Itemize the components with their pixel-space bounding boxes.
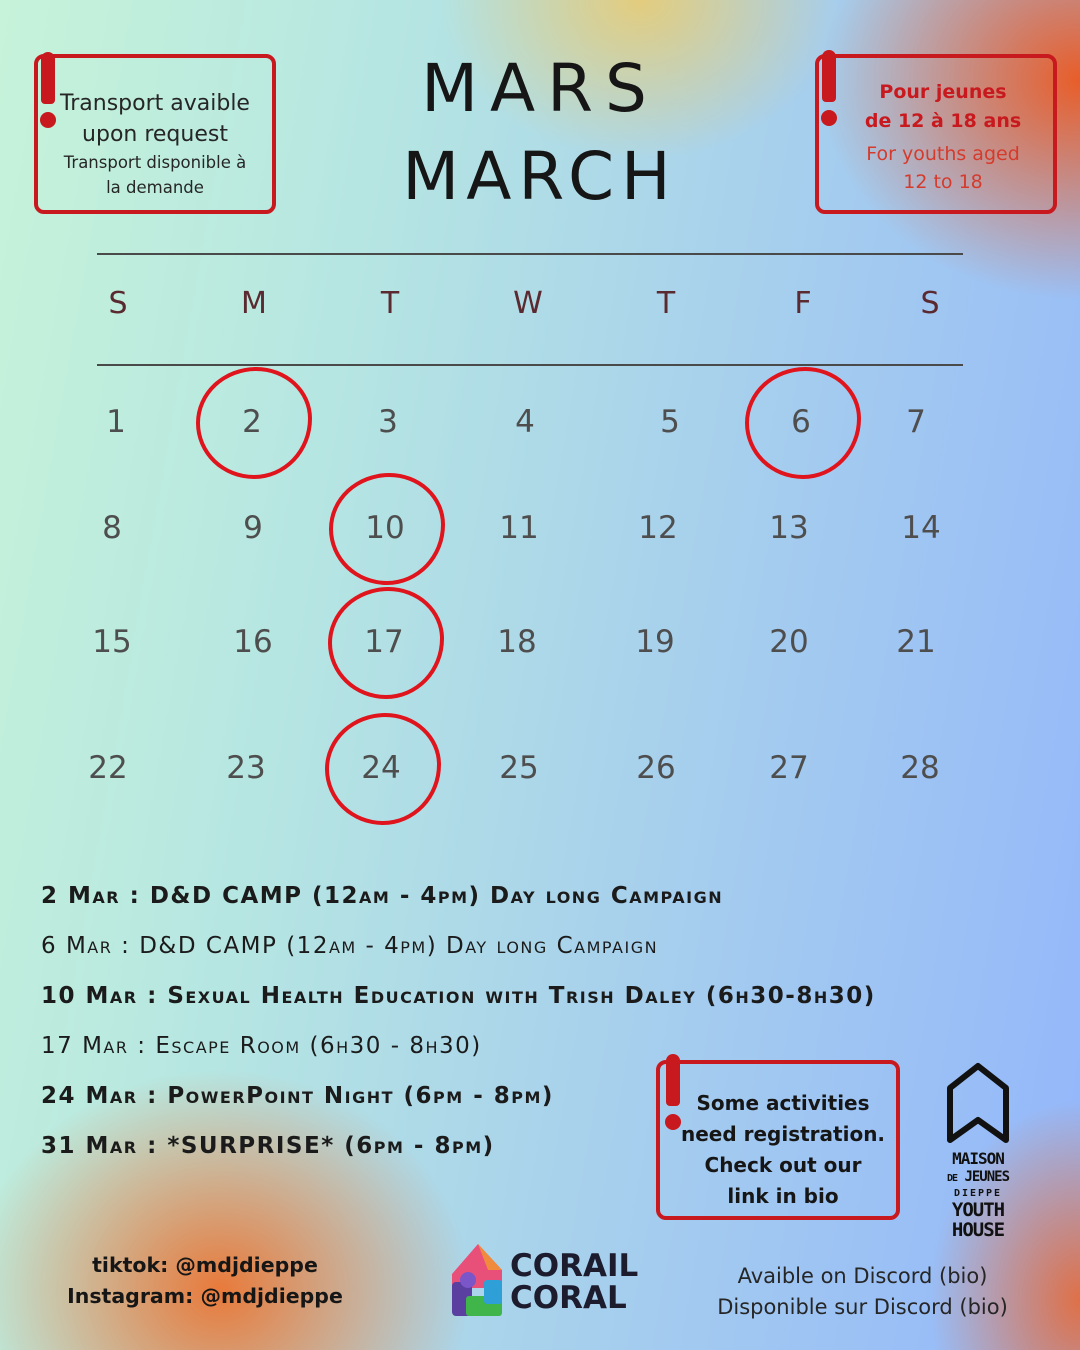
registration-notice xyxy=(656,1060,900,1220)
logo-line-de: DE xyxy=(946,1173,958,1184)
calendar-day: 21 xyxy=(896,624,936,660)
weekday-label: T xyxy=(380,286,400,321)
calendar-day: 7 xyxy=(906,404,926,440)
age-fr-line2: de 12 à 18 ans xyxy=(864,110,1022,132)
calendar-day: 20 xyxy=(769,624,809,660)
registration-line1: Some activities xyxy=(696,1091,870,1115)
transport-fr-line2: la demande xyxy=(106,178,204,197)
weekday-label: W xyxy=(513,286,543,321)
logo-line-maison: MAISON xyxy=(952,1149,1004,1168)
exclamation-icon xyxy=(38,52,58,132)
tiktok-handle: tiktok: @mdjdieppe xyxy=(92,1253,318,1277)
calendar-day: 27 xyxy=(769,750,809,786)
discord-info xyxy=(690,1261,1035,1323)
transport-fr-line1: Transport disponible à xyxy=(63,153,247,172)
weekday-label: S xyxy=(920,286,940,321)
colorful-house-icon xyxy=(448,1240,508,1320)
age-en-line2: 12 to 18 xyxy=(903,171,983,193)
logo-line-youth: YOUTH xyxy=(951,1199,1005,1221)
discord-fr: Disponible sur Discord (bio) xyxy=(717,1295,1008,1319)
calendar-day: 14 xyxy=(901,510,941,546)
exclamation-icon xyxy=(819,50,839,130)
calendar-day: 26 xyxy=(636,750,676,786)
calendar-day: 13 xyxy=(769,510,809,546)
calendar-day: 15 xyxy=(92,624,132,660)
calendar-day: 8 xyxy=(102,510,122,546)
social-handles xyxy=(40,1250,370,1312)
calendar-day: 24 xyxy=(361,750,401,786)
calendar-day: 16 xyxy=(233,624,273,660)
event-item: 17 Mar : Escape Room (6h30 - 8h30) xyxy=(41,1033,482,1059)
weekday-label: S xyxy=(108,286,128,321)
coral-logo-line2: CORAL xyxy=(510,1280,627,1316)
age-en-line1: For youths aged xyxy=(866,143,1020,165)
calendar-day: 9 xyxy=(243,510,263,546)
event-item: 31 Mar : *SURPRISE* (6pm - 8pm) xyxy=(41,1133,495,1159)
title-french: MARS xyxy=(421,50,659,127)
calendar-day: 5 xyxy=(660,404,680,440)
calendar-day: 12 xyxy=(638,510,678,546)
logo-line-jeunes-text: JEUNES xyxy=(964,1169,1010,1185)
registration-line2: need registration. xyxy=(680,1122,886,1146)
calendar-header-divider xyxy=(97,364,963,366)
logo-line-dieppe: DIEPPE xyxy=(953,1188,1003,1199)
calendar-day: 25 xyxy=(499,750,539,786)
event-item: 24 Mar : PowerPoint Night (6pm - 8pm) xyxy=(41,1083,554,1109)
age-fr-line1: Pour jeunes xyxy=(879,81,1007,103)
house-outline-icon xyxy=(938,1060,1018,1146)
coral-logo xyxy=(448,1240,639,1320)
exclamation-icon xyxy=(663,1054,683,1134)
event-item: 6 Mar : D&D CAMP (12am - 4pm) Day long Campaign xyxy=(41,933,659,959)
discord-en: Avaible on Discord (bio) xyxy=(737,1264,988,1288)
transport-notice xyxy=(34,54,276,214)
calendar-day: 18 xyxy=(497,624,537,660)
calendar-day: 11 xyxy=(499,510,539,546)
calendar-day: 28 xyxy=(900,750,940,786)
transport-en-line1: Transport avaible xyxy=(60,91,250,116)
logo-line-house: HOUSE xyxy=(951,1219,1005,1241)
registration-line3: Check out our xyxy=(704,1153,862,1177)
logo-line-jeunes xyxy=(938,1168,1018,1188)
calendar-day: 4 xyxy=(515,404,535,440)
calendar-day: 23 xyxy=(226,750,266,786)
weekday-label: M xyxy=(241,286,267,321)
weekday-label: T xyxy=(656,286,676,321)
coral-logo-line1: CORAIL xyxy=(510,1248,639,1284)
instagram-handle: Instagram: @mdjdieppe xyxy=(67,1284,343,1308)
calendar-day: 22 xyxy=(88,750,128,786)
weekday-label: F xyxy=(794,286,812,321)
calendar-top-divider xyxy=(97,253,963,255)
calendar-day: 6 xyxy=(791,404,811,440)
age-notice xyxy=(815,54,1057,214)
calendar-day: 17 xyxy=(364,624,404,660)
title-english: MARCH xyxy=(402,138,678,215)
calendar-day: 10 xyxy=(365,510,405,546)
event-item: 2 Mar : D&D CAMP (12am - 4pm) Day long Campaign xyxy=(41,883,724,909)
calendar-day: 19 xyxy=(635,624,675,660)
registration-line4: link in bio xyxy=(727,1184,839,1208)
calendar-day: 3 xyxy=(378,404,398,440)
calendar-day: 1 xyxy=(106,404,126,440)
transport-en-line2: upon request xyxy=(82,122,228,147)
calendar-day: 2 xyxy=(242,404,262,440)
youth-house-logo xyxy=(938,1060,1018,1240)
event-item: 10 Mar : Sexual Health Education with Trish Daley (6h30-8h30) xyxy=(41,983,876,1009)
